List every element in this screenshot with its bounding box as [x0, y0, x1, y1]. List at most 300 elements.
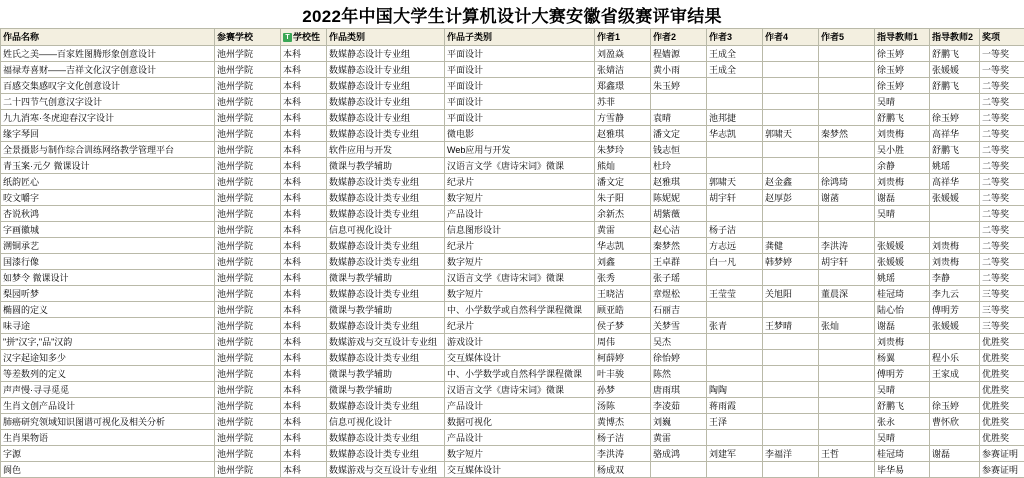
cell-author1[interactable]: 郑鑫璟 [595, 78, 651, 94]
cell-author5[interactable] [819, 270, 875, 286]
cell-advisor2[interactable]: 王家成 [930, 366, 980, 382]
cell-school[interactable]: 池州学院 [215, 398, 281, 414]
cell-advisor1[interactable]: 刘贵梅 [875, 334, 930, 350]
cell-advisor1[interactable]: 徐玉婷 [875, 46, 930, 62]
cell-author3[interactable] [707, 462, 763, 478]
cell-author3[interactable]: 王莹莹 [707, 286, 763, 302]
cell-work-name[interactable]: 姓氏之美——百家姓图腾形象创意设计 [1, 46, 215, 62]
cell-work-name[interactable]: 咬文嚼字 [1, 190, 215, 206]
cell-author4[interactable] [763, 78, 819, 94]
cell-author5[interactable]: 谢菡 [819, 190, 875, 206]
cell-author3[interactable]: 蒋雨霞 [707, 398, 763, 414]
cell-award[interactable]: 优胜奖 [980, 366, 1024, 382]
cell-work-name[interactable]: 等差数列的定义 [1, 366, 215, 382]
cell-school[interactable]: 池州学院 [215, 254, 281, 270]
table-row[interactable] [1, 334, 1024, 350]
table-row[interactable] [1, 46, 1024, 62]
cell-subcategory[interactable]: 平面设计 [445, 110, 595, 126]
cell-author5[interactable]: 徐鸿琦 [819, 174, 875, 190]
cell-author5[interactable]: 秦梦然 [819, 126, 875, 142]
cell-author4[interactable] [763, 382, 819, 398]
cell-author4[interactable] [763, 222, 819, 238]
cell-advisor1[interactable]: 张媛媛 [875, 238, 930, 254]
cell-category[interactable]: 数媒静态设计专业组 [327, 62, 445, 78]
cell-work-name[interactable]: 生肖文创产品设计 [1, 398, 215, 414]
column-header-author1[interactable]: 作者1 [595, 29, 651, 46]
cell-advisor1[interactable]: 傅明芳 [875, 366, 930, 382]
cell-category[interactable]: 微课与教学辅助 [327, 382, 445, 398]
cell-category[interactable]: 数媒静态设计类专业组 [327, 174, 445, 190]
cell-award[interactable]: 二等奖 [980, 270, 1024, 286]
cell-advisor2[interactable]: 张媛媛 [930, 318, 980, 334]
cell-award[interactable]: 三等奖 [980, 318, 1024, 334]
cell-advisor2[interactable]: 刘贵梅 [930, 238, 980, 254]
table-row[interactable] [1, 270, 1024, 286]
table-row[interactable] [1, 414, 1024, 430]
column-header-subcategory[interactable]: 作品子类别 [445, 29, 595, 46]
cell-author2[interactable] [651, 94, 707, 110]
cell-author2[interactable]: 杜玲 [651, 158, 707, 174]
cell-school-type[interactable]: 本科 [281, 190, 327, 206]
cell-category[interactable]: 数媒静态设计类专业组 [327, 350, 445, 366]
cell-author1[interactable]: 杨成双 [595, 462, 651, 478]
cell-subcategory[interactable]: 汉语言文学《唐诗宋词》微课 [445, 270, 595, 286]
column-header-award[interactable]: 奖项 [980, 29, 1024, 46]
cell-category[interactable]: 微课与教学辅助 [327, 158, 445, 174]
cell-advisor1[interactable]: 刘贵梅 [875, 126, 930, 142]
cell-author5[interactable] [819, 350, 875, 366]
cell-work-name[interactable]: 梨园听梦 [1, 286, 215, 302]
cell-school[interactable]: 池州学院 [215, 46, 281, 62]
cell-award[interactable]: 优胜奖 [980, 334, 1024, 350]
cell-author2[interactable]: 刘巍 [651, 414, 707, 430]
cell-subcategory[interactable]: 数字短片 [445, 286, 595, 302]
cell-author2[interactable]: 黄小雨 [651, 62, 707, 78]
cell-author5[interactable] [819, 62, 875, 78]
cell-author3[interactable] [707, 78, 763, 94]
cell-school[interactable]: 池州学院 [215, 446, 281, 462]
cell-award[interactable]: 优胜奖 [980, 398, 1024, 414]
cell-author2[interactable]: 王卓群 [651, 254, 707, 270]
cell-award[interactable]: 二等奖 [980, 78, 1024, 94]
cell-author5[interactable] [819, 398, 875, 414]
cell-author1[interactable]: 朱子阳 [595, 190, 651, 206]
cell-school-type[interactable]: 本科 [281, 334, 327, 350]
cell-author1[interactable]: 顾亚皓 [595, 302, 651, 318]
cell-school-type[interactable]: 本科 [281, 286, 327, 302]
cell-advisor1[interactable] [875, 222, 930, 238]
cell-author2[interactable]: 骆成鸿 [651, 446, 707, 462]
table-row[interactable] [1, 382, 1024, 398]
cell-author4[interactable] [763, 110, 819, 126]
cell-category[interactable]: 数媒静态设计类专业组 [327, 238, 445, 254]
cell-school[interactable]: 池州学院 [215, 462, 281, 478]
cell-author1[interactable]: 苏菲 [595, 94, 651, 110]
cell-author5[interactable]: 董晨深 [819, 286, 875, 302]
cell-author2[interactable]: 钱志恒 [651, 142, 707, 158]
cell-author3[interactable] [707, 158, 763, 174]
cell-author3[interactable] [707, 270, 763, 286]
cell-award[interactable]: 二等奖 [980, 94, 1024, 110]
cell-subcategory[interactable]: 交互媒体设计 [445, 462, 595, 478]
cell-advisor1[interactable]: 吴小胜 [875, 142, 930, 158]
cell-author1[interactable]: 叶丰骏 [595, 366, 651, 382]
cell-author4[interactable] [763, 62, 819, 78]
cell-school-type[interactable]: 本科 [281, 398, 327, 414]
cell-school-type[interactable]: 本科 [281, 126, 327, 142]
cell-school[interactable]: 池州学院 [215, 334, 281, 350]
cell-advisor2[interactable]: 高祥华 [930, 126, 980, 142]
cell-author4[interactable]: 韩梦婷 [763, 254, 819, 270]
cell-author2[interactable]: 黄雷 [651, 430, 707, 446]
cell-work-name[interactable]: 溯铜承艺 [1, 238, 215, 254]
cell-author5[interactable] [819, 158, 875, 174]
cell-school[interactable]: 池州学院 [215, 414, 281, 430]
cell-author3[interactable] [707, 142, 763, 158]
table-row[interactable] [1, 110, 1024, 126]
column-header-school-type[interactable] [281, 29, 327, 46]
cell-author5[interactable] [819, 382, 875, 398]
cell-work-name[interactable]: 肺癌研究领域知识图谱可视化及相关分析 [1, 414, 215, 430]
cell-school-type[interactable]: 本科 [281, 350, 327, 366]
table-row[interactable] [1, 238, 1024, 254]
cell-author2[interactable]: 章煜松 [651, 286, 707, 302]
cell-author5[interactable] [819, 302, 875, 318]
cell-school[interactable]: 池州学院 [215, 190, 281, 206]
cell-school-type[interactable]: 本科 [281, 94, 327, 110]
cell-advisor1[interactable]: 吴晴 [875, 382, 930, 398]
cell-work-name[interactable]: 杏说秋鸿 [1, 206, 215, 222]
cell-author1[interactable]: 赵雅琪 [595, 126, 651, 142]
cell-author1[interactable]: 侯子梦 [595, 318, 651, 334]
cell-author1[interactable]: 黄博杰 [595, 414, 651, 430]
cell-author3[interactable]: 胡宇轩 [707, 190, 763, 206]
cell-award[interactable]: 优胜奖 [980, 350, 1024, 366]
cell-category[interactable]: 数媒静态设计类专业组 [327, 190, 445, 206]
cell-author1[interactable]: 刘鑫 [595, 254, 651, 270]
cell-author4[interactable]: 李福洋 [763, 446, 819, 462]
cell-school[interactable]: 池州学院 [215, 286, 281, 302]
cell-subcategory[interactable]: 数字短片 [445, 254, 595, 270]
cell-advisor2[interactable] [930, 94, 980, 110]
cell-category[interactable]: 数媒静态设计类专业组 [327, 446, 445, 462]
cell-author1[interactable]: 朱梦玲 [595, 142, 651, 158]
cell-subcategory[interactable]: 平面设计 [445, 46, 595, 62]
cell-category[interactable]: 微课与教学辅助 [327, 270, 445, 286]
cell-award[interactable]: 一等奖 [980, 46, 1024, 62]
cell-author4[interactable]: 赵金鑫 [763, 174, 819, 190]
cell-author5[interactable]: 张灿 [819, 318, 875, 334]
cell-advisor1[interactable]: 吴晴 [875, 94, 930, 110]
cell-author3[interactable] [707, 334, 763, 350]
cell-author5[interactable] [819, 222, 875, 238]
cell-advisor2[interactable] [930, 430, 980, 446]
cell-school[interactable]: 池州学院 [215, 62, 281, 78]
cell-school-type[interactable]: 本科 [281, 238, 327, 254]
cell-work-name[interactable]: 阆色 [1, 462, 215, 478]
cell-author3[interactable] [707, 94, 763, 110]
cell-work-name[interactable]: 生肖果物语 [1, 430, 215, 446]
cell-school-type[interactable]: 本科 [281, 158, 327, 174]
table-row[interactable] [1, 158, 1024, 174]
cell-school[interactable]: 池州学院 [215, 238, 281, 254]
cell-author4[interactable] [763, 270, 819, 286]
cell-advisor1[interactable]: 毕华易 [875, 462, 930, 478]
cell-advisor1[interactable]: 吴晴 [875, 206, 930, 222]
cell-author4[interactable]: 郭啸天 [763, 126, 819, 142]
cell-author3[interactable] [707, 350, 763, 366]
cell-advisor2[interactable]: 刘贵梅 [930, 254, 980, 270]
cell-author5[interactable] [819, 462, 875, 478]
cell-advisor2[interactable] [930, 334, 980, 350]
cell-author4[interactable] [763, 350, 819, 366]
table-row[interactable] [1, 206, 1024, 222]
cell-school-type[interactable]: 本科 [281, 462, 327, 478]
cell-award[interactable]: 二等奖 [980, 206, 1024, 222]
cell-work-name[interactable]: 青玉案·元夕 微课设计 [1, 158, 215, 174]
cell-school[interactable]: 池州学院 [215, 318, 281, 334]
cell-award[interactable]: 二等奖 [980, 158, 1024, 174]
cell-author5[interactable]: 王哲 [819, 446, 875, 462]
cell-author2[interactable]: 关梦雪 [651, 318, 707, 334]
table-row[interactable] [1, 142, 1024, 158]
table-row[interactable] [1, 94, 1024, 110]
cell-school-type[interactable]: 本科 [281, 142, 327, 158]
cell-school-type[interactable]: 本科 [281, 382, 327, 398]
cell-author5[interactable] [819, 110, 875, 126]
cell-school[interactable]: 池州学院 [215, 350, 281, 366]
cell-advisor2[interactable]: 程小乐 [930, 350, 980, 366]
cell-school[interactable]: 池州学院 [215, 302, 281, 318]
cell-subcategory[interactable]: 信息图形设计 [445, 222, 595, 238]
cell-category[interactable]: 数媒静态设计专业组 [327, 110, 445, 126]
cell-school[interactable]: 池州学院 [215, 78, 281, 94]
cell-advisor1[interactable]: 徐玉婷 [875, 78, 930, 94]
cell-author3[interactable]: 王泽 [707, 414, 763, 430]
cell-author4[interactable] [763, 414, 819, 430]
cell-award[interactable]: 参赛证明 [980, 446, 1024, 462]
cell-author4[interactable] [763, 366, 819, 382]
cell-category[interactable]: 微课与教学辅助 [327, 366, 445, 382]
cell-advisor2[interactable]: 高祥华 [930, 174, 980, 190]
cell-category[interactable]: 数媒静态设计类专业组 [327, 398, 445, 414]
cell-author4[interactable] [763, 302, 819, 318]
cell-school-type[interactable]: 本科 [281, 46, 327, 62]
cell-author2[interactable]: 吴杰 [651, 334, 707, 350]
cell-category[interactable]: 数媒静态设计类专业组 [327, 286, 445, 302]
cell-author1[interactable]: 张婧洁 [595, 62, 651, 78]
cell-author2[interactable]: 李凌茹 [651, 398, 707, 414]
cell-author5[interactable] [819, 414, 875, 430]
cell-award[interactable]: 二等奖 [980, 110, 1024, 126]
cell-work-name[interactable]: 味寻途 [1, 318, 215, 334]
cell-subcategory[interactable]: 游戏设计 [445, 334, 595, 350]
cell-author1[interactable]: 黄雷 [595, 222, 651, 238]
cell-subcategory[interactable]: 交互媒体设计 [445, 350, 595, 366]
cell-school-type[interactable]: 本科 [281, 174, 327, 190]
cell-advisor1[interactable]: 桂冠琦 [875, 446, 930, 462]
cell-author5[interactable] [819, 430, 875, 446]
cell-advisor1[interactable]: 舒鹏飞 [875, 110, 930, 126]
cell-category[interactable]: 软件应用与开发 [327, 142, 445, 158]
column-header-author3[interactable]: 作者3 [707, 29, 763, 46]
cell-subcategory[interactable]: 平面设计 [445, 78, 595, 94]
cell-author3[interactable]: 华志凯 [707, 126, 763, 142]
cell-author1[interactable]: 方雪静 [595, 110, 651, 126]
column-header-author4[interactable]: 作者4 [763, 29, 819, 46]
cell-work-name[interactable]: 国漆行像 [1, 254, 215, 270]
cell-advisor2[interactable]: 徐玉婷 [930, 110, 980, 126]
cell-subcategory[interactable]: Web应用与开发 [445, 142, 595, 158]
cell-author4[interactable] [763, 462, 819, 478]
cell-advisor2[interactable] [930, 206, 980, 222]
cell-category[interactable]: 微课与教学辅助 [327, 302, 445, 318]
cell-category[interactable]: 数媒静态设计专业组 [327, 94, 445, 110]
cell-school-type[interactable]: 本科 [281, 446, 327, 462]
cell-author1[interactable]: 潘文定 [595, 174, 651, 190]
cell-award[interactable]: 优胜奖 [980, 414, 1024, 430]
cell-author5[interactable]: 李洪涛 [819, 238, 875, 254]
cell-subcategory[interactable]: 纪录片 [445, 174, 595, 190]
cell-award[interactable]: 二等奖 [980, 142, 1024, 158]
cell-advisor2[interactable]: 李九云 [930, 286, 980, 302]
cell-author1[interactable]: 李洪涛 [595, 446, 651, 462]
cell-subcategory[interactable]: 纪录片 [445, 318, 595, 334]
cell-school-type[interactable]: 本科 [281, 414, 327, 430]
cell-school[interactable]: 池州学院 [215, 366, 281, 382]
cell-author4[interactable] [763, 206, 819, 222]
table-row[interactable] [1, 366, 1024, 382]
cell-author3[interactable]: 张青 [707, 318, 763, 334]
cell-category[interactable]: 数媒静态设计类专业组 [327, 254, 445, 270]
cell-author4[interactable]: 关旭阳 [763, 286, 819, 302]
cell-school-type[interactable]: 本科 [281, 254, 327, 270]
cell-author1[interactable]: 刘盈焱 [595, 46, 651, 62]
cell-category[interactable]: 数媒游戏与交互设计专业组 [327, 462, 445, 478]
cell-category[interactable]: 数媒静态设计专业组 [327, 78, 445, 94]
cell-author4[interactable] [763, 398, 819, 414]
cell-advisor2[interactable]: 姚瑶 [930, 158, 980, 174]
cell-author3[interactable]: 池邦捷 [707, 110, 763, 126]
cell-work-name[interactable]: 椭圆的定义 [1, 302, 215, 318]
cell-school[interactable]: 池州学院 [215, 158, 281, 174]
cell-author4[interactable]: 龚健 [763, 238, 819, 254]
cell-advisor1[interactable]: 杨翼 [875, 350, 930, 366]
cell-subcategory[interactable]: 微电影 [445, 126, 595, 142]
cell-school-type[interactable]: 本科 [281, 62, 327, 78]
cell-author1[interactable]: 汤陈 [595, 398, 651, 414]
cell-author3[interactable]: 白一凡 [707, 254, 763, 270]
cell-work-name[interactable]: 如梦令 微课设计 [1, 270, 215, 286]
cell-school-type[interactable]: 本科 [281, 78, 327, 94]
cell-school[interactable]: 池州学院 [215, 270, 281, 286]
cell-subcategory[interactable]: 汉语言文学《唐诗宋词》微课 [445, 382, 595, 398]
cell-advisor2[interactable] [930, 222, 980, 238]
cell-author3[interactable] [707, 430, 763, 446]
cell-school-type[interactable]: 本科 [281, 302, 327, 318]
cell-work-name[interactable]: 字源 [1, 446, 215, 462]
cell-subcategory[interactable]: 数字短片 [445, 190, 595, 206]
cell-award[interactable]: 优胜奖 [980, 382, 1024, 398]
cell-category[interactable]: 数媒静态设计类专业组 [327, 126, 445, 142]
cell-school[interactable]: 池州学院 [215, 94, 281, 110]
cell-author3[interactable]: 王成全 [707, 62, 763, 78]
cell-subcategory[interactable]: 数字短片 [445, 446, 595, 462]
column-header-category[interactable]: 作品类别 [327, 29, 445, 46]
cell-category[interactable]: 数媒游戏与交互设计专业组 [327, 334, 445, 350]
cell-author3[interactable] [707, 366, 763, 382]
column-header-advisor2[interactable]: 指导教师2 [930, 29, 980, 46]
cell-work-name[interactable]: 二十四节气创意汉字设计 [1, 94, 215, 110]
cell-author5[interactable] [819, 366, 875, 382]
cell-award[interactable]: 二等奖 [980, 126, 1024, 142]
cell-author4[interactable]: 赵厚彭 [763, 190, 819, 206]
cell-work-name[interactable]: 百感交集感叹字文化创意设计 [1, 78, 215, 94]
cell-subcategory[interactable]: 汉语言文学《唐诗宋词》微课 [445, 158, 595, 174]
cell-award[interactable]: 二等奖 [980, 254, 1024, 270]
cell-school[interactable]: 池州学院 [215, 222, 281, 238]
cell-advisor2[interactable]: 舒鹏飞 [930, 78, 980, 94]
cell-school-type[interactable]: 本科 [281, 110, 327, 126]
cell-subcategory[interactable]: 产品设计 [445, 430, 595, 446]
cell-award[interactable]: 三等奖 [980, 286, 1024, 302]
cell-author4[interactable] [763, 334, 819, 350]
cell-author1[interactable]: 王晓洁 [595, 286, 651, 302]
cell-author3[interactable] [707, 302, 763, 318]
cell-author4[interactable] [763, 158, 819, 174]
table-row[interactable] [1, 398, 1024, 414]
table-row[interactable] [1, 78, 1024, 94]
cell-school[interactable]: 池州学院 [215, 126, 281, 142]
cell-work-name[interactable]: 汉字起途知多少 [1, 350, 215, 366]
cell-advisor1[interactable]: 舒鹏飞 [875, 398, 930, 414]
cell-advisor1[interactable]: 张永 [875, 414, 930, 430]
cell-work-name[interactable]: 福禄寿喜财——吉祥文化汉字创意设计 [1, 62, 215, 78]
cell-author5[interactable] [819, 334, 875, 350]
cell-advisor1[interactable]: 谢磊 [875, 190, 930, 206]
cell-category[interactable]: 数媒静态设计专业组 [327, 46, 445, 62]
cell-author3[interactable]: 刘建军 [707, 446, 763, 462]
cell-author1[interactable]: 张秀 [595, 270, 651, 286]
cell-advisor2[interactable]: 傅明芳 [930, 302, 980, 318]
cell-award[interactable]: 二等奖 [980, 190, 1024, 206]
cell-school[interactable]: 池州学院 [215, 206, 281, 222]
table-row[interactable] [1, 190, 1024, 206]
table-row[interactable] [1, 222, 1024, 238]
table-row[interactable] [1, 446, 1024, 462]
cell-author2[interactable]: 赵雅琪 [651, 174, 707, 190]
cell-author1[interactable]: 杨子洁 [595, 430, 651, 446]
cell-author5[interactable]: 胡宇轩 [819, 254, 875, 270]
cell-advisor1[interactable]: 姚瑶 [875, 270, 930, 286]
cell-author2[interactable]: 陈妮妮 [651, 190, 707, 206]
cell-author1[interactable]: 余新杰 [595, 206, 651, 222]
cell-advisor2[interactable]: 谢磊 [930, 446, 980, 462]
cell-author2[interactable]: 胡紫薇 [651, 206, 707, 222]
cell-subcategory[interactable]: 平面设计 [445, 62, 595, 78]
cell-author4[interactable] [763, 142, 819, 158]
cell-work-name[interactable]: 九九消寒·冬虎迎春汉字设计 [1, 110, 215, 126]
cell-award[interactable]: 二等奖 [980, 238, 1024, 254]
cell-school-type[interactable]: 本科 [281, 430, 327, 446]
cell-subcategory[interactable]: 平面设计 [445, 94, 595, 110]
cell-advisor1[interactable]: 吴晴 [875, 430, 930, 446]
cell-work-name[interactable]: 缘字琴回 [1, 126, 215, 142]
cell-author1[interactable]: 华志凯 [595, 238, 651, 254]
cell-author4[interactable] [763, 430, 819, 446]
cell-author2[interactable]: 朱玉婷 [651, 78, 707, 94]
cell-award[interactable]: 三等奖 [980, 302, 1024, 318]
